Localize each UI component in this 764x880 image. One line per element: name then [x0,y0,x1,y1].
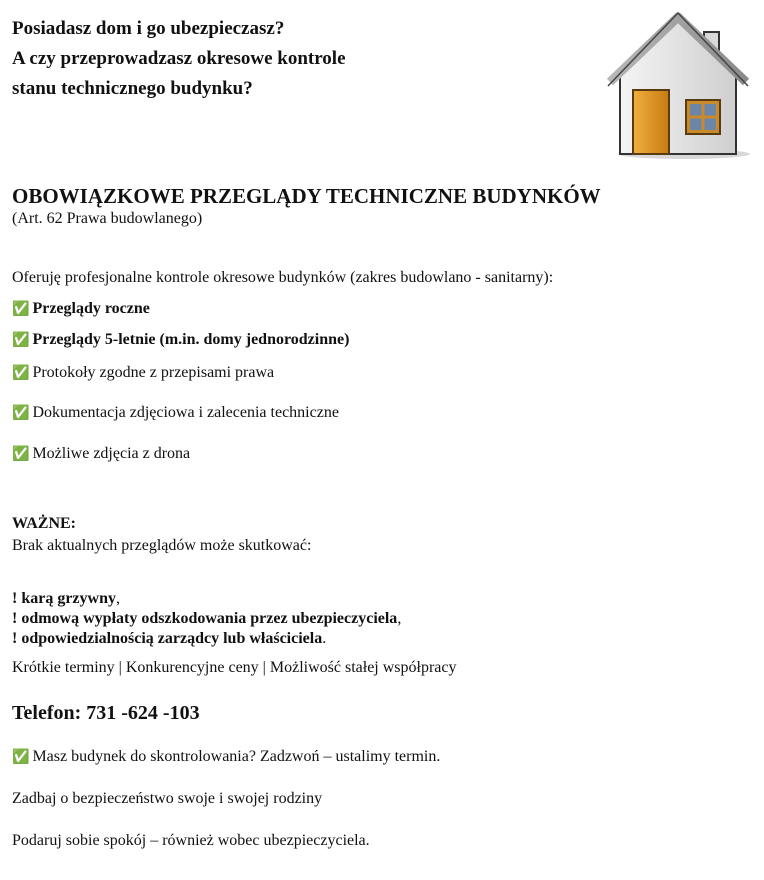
offer-item-annual: ✅ Przeglądy roczne [12,300,150,317]
consequence-insurance: ! odmową wypłaty odszkodowania przez ubezpieczyciela, [12,610,402,627]
check-icon: ✅ [12,365,30,381]
check-icon: ✅ [12,446,30,462]
check-icon: ✅ [12,405,30,421]
intro-line-2: A czy przeprowadzasz okresowe kontrole [12,48,346,69]
call-to-action: ✅ Masz budynek do skontrolowania? Zadzwoń – ustalimy termin. [12,748,441,765]
consequence-liability: ! odpowiedzialnością zarządcy lub właściciela. [12,630,327,647]
offer-item-protocols: ✅ Protokoły zgodne z przepisami prawa [12,364,275,381]
intro-line-1: Posiadasz dom i go ubezpieczasz? [12,18,285,39]
closing-line-2: Podaruj sobie spokój – również wobec ubezpieczyciela. [12,832,370,849]
phone-number: Telefon: 731 -624 -103 [12,702,200,724]
offer-intro: Oferuję profesjonalne kontrole okresowe budynków (zakres budowlano - sanitarny): [12,269,554,286]
intro-questions [12,14,346,104]
house-door [633,90,669,154]
intro-line-3: stanu technicznego budynku? [12,78,253,99]
offer-item-5-year: ✅ Przeglądy 5-letnie (m.in. domy jednorodzinne) [12,331,350,348]
check-icon: ✅ [12,749,30,765]
heading-subtitle: (Art. 62 Prawa budowlanego) [12,210,203,227]
check-icon: ✅ [12,332,30,348]
house-icon [604,12,750,160]
offer-item-photo-docs: ✅ Dokumentacja zdjęciowa i zalecenia techniczne [12,404,339,421]
important-label: WAŻNE: [12,515,77,532]
main-heading: OBOWIĄZKOWE PRZEGLĄDY TECHNICZNE BUDYNKÓW [12,184,601,208]
important-text: Brak aktualnych przeglądów może skutkować: [12,537,312,554]
closing-line-1: Zadbaj o bezpieczeństwo swoje i swojej rodziny [12,790,323,807]
terms-line: Krótkie terminy | Konkurencyjne ceny | Możliwość stałej współpracy [12,659,457,676]
consequence-fine: ! karą grzywny, [12,590,120,607]
check-icon: ✅ [12,301,30,317]
offer-item-drone: ✅ Możliwe zdjęcia z drona [12,445,191,462]
